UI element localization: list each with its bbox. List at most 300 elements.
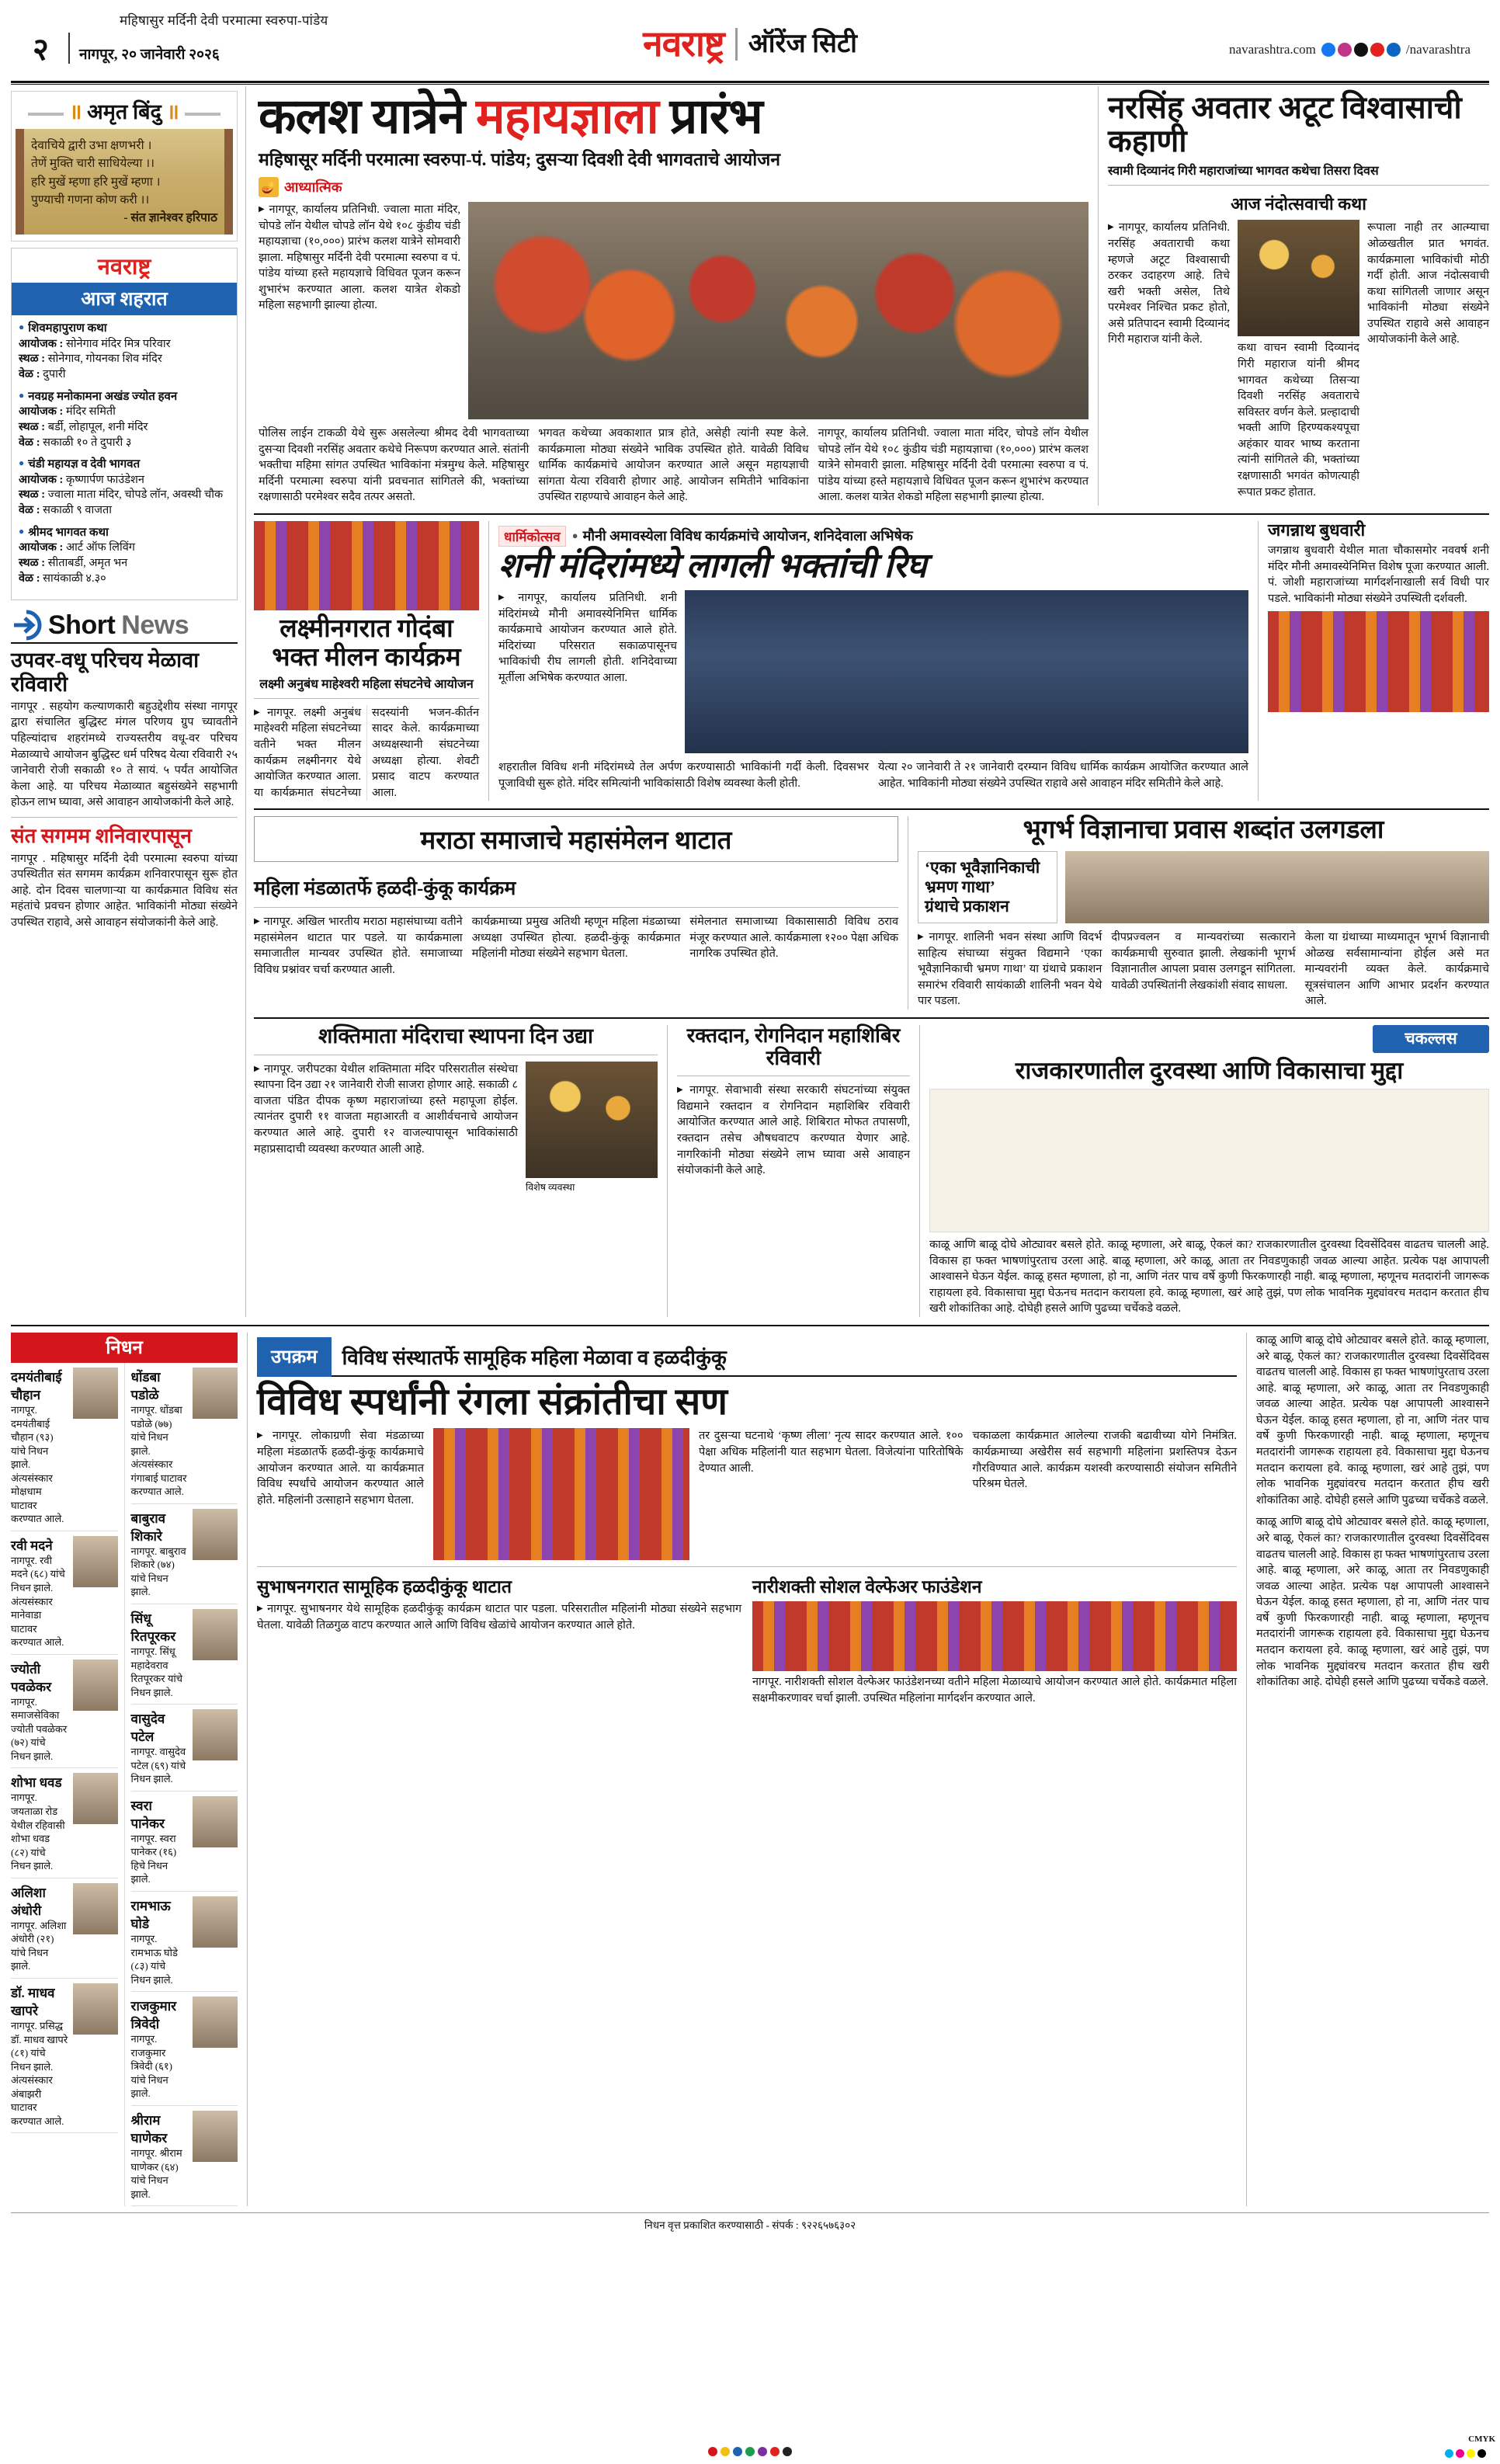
lead-tag: आध्यात्मिक xyxy=(284,179,342,195)
laxmi-subhead: लक्ष्मी अनुबंध माहेश्वरी महिला संघटनेचे आयोजन xyxy=(259,677,474,691)
event-organizer: सोनेगाव मंदिर मित्र परिवार xyxy=(65,337,171,350)
dot-blue xyxy=(733,2447,742,2456)
upkram-paragraph: ▶ नागपूर. लोकाग्रणी सेवा मंडळाच्या महिला मंडळातर्फे हळदी-कुंकू कार्यक्रमाचे आयोजन करण्यात आले. या कार्यक्रमात विविध स्पर्धांचे आयोजन करण्यात आले होते. महिलांनी उत्साहाने सहभाग घेतला. xyxy=(257,1428,424,1560)
upkram-paragraph: चकाळला कार्यक्रमात आलेल्या राजकी बढावीच्या योगे निमंत्रित. कार्यक्रमाच्या अखेरीस सर्व सहभागी महिलांना प्रशस्तिपत्र देऊन गौरविण्यात आले. कार्यक्रम यशस्वी करण्यासाठी संयोजन समितीने परिश्रम घेतले. xyxy=(972,1430,1237,1491)
nidhan-column xyxy=(11,1333,238,2206)
nidhan-name: धोंडबा पडोळे xyxy=(130,1370,161,1402)
nidhan-col-1 xyxy=(11,1363,118,2206)
short-news-label-1: Short xyxy=(48,610,116,640)
upkram-sub-right xyxy=(752,1573,1237,1706)
nidhan-name: स्वरा पानेकर xyxy=(130,1798,165,1831)
nidhan-name: शोभा धवड xyxy=(11,1775,62,1791)
chakallas-headline[interactable]: राजकारणातील दुरवस्था आणि विकासाचा मुद्दा xyxy=(1015,1057,1404,1085)
nidhan-portrait xyxy=(193,1709,238,1760)
lead-story xyxy=(254,86,1089,506)
verse-line: हरि मुखें म्हणा हरि मुखें म्हणा । xyxy=(31,175,161,189)
section-divider xyxy=(254,513,1489,515)
short-news-rule xyxy=(11,642,238,644)
nidhan-item xyxy=(131,1892,238,1992)
nidhan-item xyxy=(131,2106,238,2206)
dot-yellow xyxy=(720,2447,730,2456)
lead-photo xyxy=(468,202,1089,419)
divider xyxy=(254,907,898,908)
nidhan-text xyxy=(11,1983,68,2128)
amrut-bindu-label: अमृत बिंदु xyxy=(87,100,161,123)
column-rule xyxy=(488,521,489,801)
lamp-icon: 🪔 xyxy=(259,177,279,197)
cyan-mark xyxy=(1445,2449,1453,2458)
dot-red xyxy=(708,2447,717,2456)
chakallas-story xyxy=(929,1025,1489,1317)
aaj-shaharat-box xyxy=(11,248,238,600)
event-organizer-row xyxy=(19,405,230,420)
nidhan-portrait xyxy=(73,1883,118,1934)
lead-paragraph: नागपूर, कार्यालय प्रतिनिधी. ज्वाला माता मंदिर, चोपडे लॉन येथील चोपडे लॉन येथे १०८ कुंडीय चंडी महायज्ञाचा (१०,०००) प्रारंभ कलश यात्रेने सोमवारी झाला. महिषासुर मर्दिनी देवी परमात्मा स्वरुपा व पं. पांडेय यांच्या हस्ते महायज्ञाचे विधिवत पूजन करून शुभारंभ करण्यात आला. कलश यात्रेत शेकडो महिला सहभागी झाल्या होत्या. xyxy=(818,427,1089,504)
upkram-sub-left xyxy=(257,1573,741,1706)
lead-body-row xyxy=(259,202,1089,419)
bhugarbh-photo xyxy=(1065,851,1489,924)
lead-paragraph: भगवत कथेच्या अवकाशात प्रात्र होते, असेही त्यांनी स्पष्ट केले. कार्यक्रमाला मोठ्या संख्येने भाविक उपस्थित होते. यावेळी विविध धार्मिक कार्यक्रमांचे आयोजन करण्यात आले असून महायज्ञाची सांगता येत्या रविवारी होणार आहे. आयोजन समितीने भाविकांना उपस्थित राहण्याचे आवाहन केले आहे. xyxy=(538,427,809,504)
event-item xyxy=(19,457,230,519)
upkram-photo xyxy=(433,1428,689,1560)
column-rule xyxy=(919,1025,920,1317)
event-title: ● शिवमहापुराण कथा xyxy=(19,321,230,336)
brand-block xyxy=(643,26,857,62)
amrut-bindu-box xyxy=(11,91,238,242)
nidhan-text xyxy=(131,1368,189,1499)
nidhan-col-2 xyxy=(124,1363,238,2206)
nidhan-text xyxy=(131,1796,189,1886)
event-item xyxy=(19,525,230,587)
nidhan-detail: नागपूर. राजकुमार त्रिवेदी (६१) यांचे निधन झाले. xyxy=(130,2033,172,2100)
divider xyxy=(1108,185,1489,186)
place-label: स्थळ : xyxy=(19,420,46,433)
magenta-mark xyxy=(1456,2449,1464,2458)
shani-body-row xyxy=(498,590,1248,753)
lead-continuation xyxy=(259,426,1089,506)
shani-paragraph: शहरातील विविध शनी मंदिरांमध्ये तेल अर्पण करण्यासाठी भाविकांनी गर्दी केली. दिवसभर पूजाविधी सुरू होते. मंदिर समित्यांनी भाविकांसाठी विशेष व्यवस्था केली होती. xyxy=(498,761,869,790)
shani-row xyxy=(254,521,1489,801)
amrut-bindu-title xyxy=(16,96,233,125)
event-title: ● श्रीमद भागवत कथा xyxy=(19,525,230,540)
section-divider xyxy=(254,808,1489,810)
divider xyxy=(254,698,479,699)
column-rule xyxy=(1246,1333,1247,2206)
event-time: सकाळी १० ते दुपारी ३ xyxy=(43,436,132,449)
bottom-band xyxy=(11,1333,1489,2206)
event-item xyxy=(19,389,230,451)
column-rule xyxy=(245,86,246,1317)
bhugarbh-body-row xyxy=(918,930,1489,1010)
right-lead-paragraph: ▶ नागपूर, कार्यालय प्रतिनिधी. नरसिंह अवताराची कथा म्हणजे अटूट विश्वासाची ठरकर उदाहरण आहे. तिचे खरी भक्ती असेल, तिथे परमेश्वर निश्चित प्रकट होतो, असे प्रतिपादन स्वामी दिव्यानंद गिरी महाराज यांनी केले. xyxy=(1108,220,1230,500)
nidhan-item xyxy=(131,1363,238,1504)
event-organizer: आर्ट ऑफ लिविंग xyxy=(65,541,135,554)
event-place-row xyxy=(19,556,230,572)
nidhan-portrait xyxy=(193,1896,238,1948)
nidhan-name: रामभाऊ घोडे xyxy=(130,1899,171,1932)
nidhan-portrait xyxy=(193,1509,238,1560)
nidhan-name: अलिशा अंधोरी xyxy=(11,1885,46,1918)
nidhan-detail: नागपूर. जयताळा रोड येथील रहिवासी शोभा धवड (८२) यांचे निधन झाले. xyxy=(11,1792,65,1872)
shani-kicker-tag: धार्मिकोत्सव xyxy=(498,526,566,547)
nidhan-detail: नागपूर. अलिशा अंधोरी (२१) यांचे निधन झाले. xyxy=(11,1919,67,1972)
jagannath-photo xyxy=(1268,611,1489,712)
right-lead-story xyxy=(1108,86,1489,506)
upkram-badge: उपक्रम xyxy=(257,1337,332,1377)
verse-signature: - संत ज्ञानेश्वर हरिपाठ xyxy=(123,211,217,224)
maratha-subheadline[interactable]: महिला मंडळातर्फे हळदी-कुंकू कार्यक्रम xyxy=(254,878,516,900)
yellow-mark xyxy=(1467,2449,1475,2458)
nidhan-text xyxy=(11,1368,68,1526)
masthead-right xyxy=(1229,42,1470,57)
place-label: स्थळ : xyxy=(19,353,46,366)
dot-green xyxy=(745,2447,755,2456)
bhugarbh-story xyxy=(918,816,1489,1010)
column-rule xyxy=(1258,521,1259,801)
left-column xyxy=(11,86,238,1317)
event-time-row xyxy=(19,436,230,451)
shani-continuation xyxy=(498,759,1248,791)
shaktimata-headline[interactable]: शक्तिमाता मंदिराचा स्थापना दिन उद्या xyxy=(318,1024,594,1048)
upkram-header xyxy=(257,1337,1237,1377)
main-grid xyxy=(11,86,1489,1317)
event-place: सोनेगाव, गोयनका शिव मंदिर xyxy=(47,353,162,366)
chakallas-cartoon xyxy=(929,1089,1489,1232)
youtube-icon[interactable] xyxy=(1370,43,1384,57)
nidhan-item xyxy=(131,1504,238,1604)
nidhan-item xyxy=(131,1705,238,1792)
right-lead-body xyxy=(1108,220,1489,500)
maratha-paragraph: कार्यक्रमाच्या प्रमुख अतिथी म्हणून महिला मंडळाच्या अध्यक्षा उपस्थित होत्या. हळदी-कुंकू कार्यक्रमात महिलांनी मोठ्या संख्येने सहभाग घेतला. xyxy=(471,916,681,961)
nidhan-text xyxy=(11,1883,68,1973)
upkram-paragraph: तर दुसऱ्या घटनाथे ‘कृष्ण लीला’ नृत्य सादर करण्यात आले. १०० पेक्षा अधिक महिलांनी यात सहभाग घेतला. विजेत्यांना पारितोषिके देण्यात आली. xyxy=(699,1430,964,1475)
nidhan-name: बाबुराव शिकारे xyxy=(130,1510,166,1544)
bhugarbh-paragraph: दीपप्रज्वलन व मान्यवरांच्या सत्काराने कार्यक्रमाची सुरुवात झाली. लेखकांनी भूगर्भ विज्ञानातील आपला प्रवास उलगडून सांगितला. यावेळी उपस्थितांनी लेखकांशी संवाद साधला. xyxy=(1111,931,1296,992)
shaktimata-photo-wrap xyxy=(526,1062,658,1194)
shaktimata-body: ▶ नागपूर. जरीपटका येथील शक्तिमाता मंदिर परिसरातील संस्थेचा स्थापना दिन उद्या २१ जानेवारी रोजी साजरा होणार आहे. सकाळी ८ वाजता पंडित दीपक कृष्ण महाराजांच्या हस्ते महापूजा होईल. त्यानंतर दुपारी ११ वाजता महाआरती व आशीर्वचनाचे आयोजन करण्यात आले आहे. दुपारी १२ वाजल्यापासून भाविकांसाठी महाप्रसादाची व्यवस्था करण्यात आली आहे. xyxy=(254,1062,518,1194)
right-lead-photo xyxy=(1238,220,1359,336)
upkram-sub-photo xyxy=(752,1601,1237,1671)
dateline: नागपूर, २० जानेवारी २०२६ xyxy=(79,47,220,63)
nidhan-detail: नागपूर. वासुदेव पटेल (६९) यांचे निधन झाले. xyxy=(130,1746,186,1785)
laxmi-photo xyxy=(254,521,479,610)
arrow-circle-icon xyxy=(11,610,42,641)
nidhan-portrait xyxy=(73,1773,118,1824)
lead-tag-row xyxy=(259,177,1089,197)
book-title-line-3: ग्रंथाचे प्रकाशन xyxy=(925,896,1009,916)
bhugarbh-headline[interactable]: भूगर्भ विज्ञानाचा प्रवास शब्दांत उलगडला xyxy=(1023,816,1384,845)
nidhan-name: दमयंतीबाई चौहान xyxy=(11,1370,62,1402)
jagannath-story xyxy=(1268,521,1489,801)
upkram-sub-right-headline[interactable]: नारीशक्ती सोशल वेल्फेअर फाउंडेशन xyxy=(752,1577,982,1597)
edition-name: ऑरेंज सिटी xyxy=(748,30,857,58)
nidhan-item xyxy=(131,1792,238,1892)
event-place: सीताबर्डी, अमृत भन xyxy=(47,557,128,569)
section-divider xyxy=(254,1017,1489,1019)
nidhan-name: सिंधू रितपूरकर xyxy=(130,1611,176,1645)
shani-story xyxy=(498,521,1248,801)
divider xyxy=(11,817,238,818)
nidhan-portrait xyxy=(73,1536,118,1587)
social-handle[interactable]: /navarashtra xyxy=(1405,42,1470,57)
verse-line: देवाचिये द्वारी उभा क्षणभरी । xyxy=(31,139,152,152)
shani-headline[interactable]: शनी मंदिरांमध्ये लागली भक्तांची रिघ xyxy=(498,546,927,585)
nidhan-name: वासुदेव पटेल xyxy=(130,1712,165,1745)
lead-paragraph: ▶ नागपूर, कार्यालय प्रतिनिधी. ज्वाला माता मंदिर, चोपडे लॉन येथील चोपडे लॉन येथे १०८ कुंडीय चंडी महायज्ञाचा (१०,०००) प्रारंभ कलश यात्रेने सोमवारी झाला. महिषासुर मर्दिनी देवी परमात्मा स्वरुपा व पं. पांडेय यांच्या हस्ते महायज्ञाचे विधिवत पूजन करून शुभारंभ करण्यात आला. कलश यात्रेत शेकडो महिला सहभागी झाल्या होत्या. xyxy=(259,202,460,314)
right-lead-paragraph: रूपाला नाही तर आत्म्याचा ओळखतील प्रात भगवंत. कार्यक्रमाला भाविकांची मोठी गर्दी होती. आज नंदोत्सवाची कथा सांगितली जाणार असून भाविकांनी मोठ्या संख्येने उपस्थित राहावे असे आवाहन आयोजकांनी केले आहे. xyxy=(1367,221,1489,346)
event-organizer-row xyxy=(19,540,230,556)
short-news-headline[interactable]: संत सगमम शनिवारपासून xyxy=(11,824,192,847)
event-time-row xyxy=(19,503,230,519)
organizer-label: आयोजक : xyxy=(19,541,64,554)
cmyk-registration-marks xyxy=(1445,2449,1486,2458)
chakallas-continued xyxy=(1256,1333,1489,2206)
upkram-sub-left-body: ▶ नागपूर. सुभाषनगर येथे सामूहिक हळदीकुंकू कार्यक्रम थाटात पार पडला. परिसरातील महिलांनी मोठ्या संख्येने सहभाग घेतला. यावेळी तिळगुळ वाटप करण्यात आले आणि विविध खेळांचे आयोजन करण्यात आले होते. xyxy=(257,1601,741,1633)
shaktimata-story xyxy=(254,1025,658,1317)
short-news-body: नागपूर . महिषासुर मर्दिनी देवी परमात्मा स्वरुपा यांच्या उपस्थितीत संत सगमम कार्यक्रम शनिवारपासून सुरू होत आहे. दोन दिवस चालणाऱ्या या कार्यक्रमात विविध संत महंतांचे प्रवचन होणार आहेत. भाविकांनी मोठ्या संख्येने उपस्थित राहावे, असे आवाहन संयोजकांनी केले आहे. xyxy=(11,852,238,929)
column-rule xyxy=(1098,86,1099,506)
event-place-row xyxy=(19,420,230,436)
nidhan-detail: नागपूर. रवी मदने (६८) यांचे निधन झाले. अंत्यसंस्कार मानेवाडा घाटावर करण्यात आले. xyxy=(11,1554,65,1649)
event-time: सकाळी ९ वाजता xyxy=(43,504,113,517)
time-label: वेळ : xyxy=(19,368,40,381)
nidhan-portrait xyxy=(193,1368,238,1419)
column-rule xyxy=(667,1025,668,1317)
organizer-label: आयोजक : xyxy=(19,405,64,419)
event-organizer-row xyxy=(19,337,230,353)
shani-photo xyxy=(685,590,1248,753)
time-label: वेळ : xyxy=(19,504,40,517)
short-news-headline[interactable]: उपवर-वधू परिचय मेळावा रविवारी xyxy=(11,648,200,696)
nidhan-portrait xyxy=(193,1796,238,1847)
nidhan-detail: नागपूर. सिंधू महादेवराव रितपूरकर यांचे निधन झाले. xyxy=(130,1646,183,1698)
raktdan-body: ▶ नागपूर. सेवाभावी संस्था सरकारी संघटनांच्या संयुक्त विद्यमाने रक्तदान व रोगनिदान महाशिबिर रविवारी आयोजित करण्यात आले आहे. शिबिरात मोफत तपासणी, रक्तदान तसेच औषधवाटप करण्यात येणार आहे. नागरिकांनी मोठ्या संख्येने लाभ घ्यावा असे आवाहन संयोजकांनी केले आहे. xyxy=(677,1083,910,1178)
event-time-row xyxy=(19,572,230,587)
nidhan-name: ज्योती पवळेकर xyxy=(11,1661,52,1694)
event-place: ज्वाला माता मंदिर, चोपडे लॉन, अवस्थी चौक xyxy=(47,488,224,502)
page-number: २ xyxy=(33,32,49,67)
aaj-shaharat-header: आज शहरात xyxy=(12,283,237,315)
raktdan-story xyxy=(677,1025,910,1317)
laxmi-headline[interactable]: लक्ष्मीनगरात गोदंबा भक्त मीलन कार्यक्रम xyxy=(272,614,461,672)
nidhan-name: राजकुमार त्रिवेदी xyxy=(130,1999,177,2032)
maratha-bhugarbh-row xyxy=(254,816,1489,1010)
maratha-paragraph: ▶ नागपूर. अखिल भारतीय मराठा महासंघाच्या वतीने महासंमेलन थाटात पार पडले. या कार्यक्रमाला समाजातील मान्यवर उपस्थित होते. समाजाच्या विविध प्रश्नांवर चर्चा करण्यात आली. xyxy=(254,914,463,978)
upkram-headline[interactable]: विविध स्पर्धांनी रंगला संक्रांतीचा सण xyxy=(257,1381,727,1423)
right-lead-col-2 xyxy=(1238,220,1359,500)
shani-kicker xyxy=(498,526,1248,547)
bhugarbh-paragraph: ▶ नागपूर. शालिनी भवन संस्था आणि विदर्भ साहित्य संघाच्या संयुक्त विद्यमाने ‘एका भूवैज्ञानिकाची भ्रमण गाथा’ या ग्रंथाचे प्रकाशन समारंभ रविवारी सायंकाळी शालिनी भवन येथे पार पडला. xyxy=(918,930,1102,1010)
brand-logo: नवराष्ट्र xyxy=(643,24,724,64)
short-news-item xyxy=(11,648,238,811)
center-right-column xyxy=(254,86,1489,1317)
nidhan-detail: नागपूर. प्रसिद्ध डॉ. माधव खापरे (८१) यांचे निधन झाले. अंत्यसंस्कार अंबाझरी घाटावर करण्यात आले. xyxy=(11,2019,68,2127)
right-lead-headline[interactable]: नरसिंह अवतार अटूट विश्वासाची कहाणी xyxy=(1108,90,1462,159)
event-organizer-row xyxy=(19,473,230,488)
black-mark xyxy=(1477,2449,1486,2458)
lead-subhead: महिषासूर मर्दिनी परमात्मा स्वरुपा-पं. पांडेय; दुसऱ्या दिवशी देवी भागवताचे आयोजन xyxy=(259,150,781,169)
verse-line: तेणें मुक्ति चारी साधियेल्या ।। xyxy=(31,157,155,171)
event-place: बर्डी, लोहापूल, शनी मंदिर xyxy=(47,420,148,433)
dot-red-2 xyxy=(770,2447,780,2456)
jagannath-body: जगन्नाथ बुधवारी येथील माता चौकासमोर नववर्ष शनी मंदिर मौनी अमावस्येनिमित्त विशेष पूजा करण्यात आली. पं. जोशी महाराजांच्या मार्गदर्शनाखाली सर्व विधी पार पडले. भाविकांनी मोठ्या संख्येने उपस्थिती दर्शवली. xyxy=(1268,544,1489,605)
book-title-line-1: ‘एका भूवैज्ञानिकाची xyxy=(925,857,1040,877)
masthead-rule xyxy=(11,81,1489,85)
event-place-row xyxy=(19,352,230,367)
lead-paragraph: पोलिस लाईन टाकळी येथे सुरू असलेल्या श्रीमद देवी भागवताच्या दुसऱ्या दिवशी नरसिंह अवतार कथेचे निरूपण करण्यात आले. संतांनी भक्तीचा महिमा सांगत उपस्थित भाविकांना मंत्रमुग्ध केले. महिषासुर मर्दिनी परमात्मा स्वरुपा यांनी प्रवचनात सांगितले की, भक्तांच्या रक्षणासाठी परमेश्वर सदैव तत्पर असतो. xyxy=(259,427,530,504)
nidhan-portrait xyxy=(73,1659,118,1711)
masthead xyxy=(11,0,1489,81)
maratha-paragraph: संमेलनात समाजाच्या विकासासाठी विविध ठराव मंजूर करण्यात आले. कार्यक्रमाला १२०० पेक्षा अधिक नागरिक उपस्थित होते. xyxy=(689,916,899,961)
nidhan-detail: नागपूर. स्वरा पानेकर (१६) हिचे निधन झाले. xyxy=(130,1832,177,1885)
bhugarbh-book-box xyxy=(918,851,1057,924)
verse-line: पुण्याची गणना कोण करी ।। xyxy=(31,193,150,207)
event-place-row xyxy=(19,488,230,503)
cmyk-label: CMYK xyxy=(1468,2434,1495,2444)
nidhan-text xyxy=(11,1659,68,1764)
dot-purple xyxy=(758,2447,767,2456)
nidhan-portrait xyxy=(73,1983,118,2035)
lead-photo-wrap xyxy=(468,202,1089,419)
nidhan-text xyxy=(131,1609,189,1699)
nidhan-portrait xyxy=(193,1997,238,2048)
section-divider xyxy=(11,1325,1489,1326)
shani-kicker-text: ● मौनी अमावस्येला विविध कार्यक्रमांचे आयोजन, शनिदेवाला अभिषेक xyxy=(572,527,913,545)
nidhan-detail: नागपूर. श्रीराम घाणेकर (६४) यांचे निधन झाले. xyxy=(130,2146,182,2200)
maratha-headline[interactable]: मराठा समाजाचे महासंमेलन थाटात xyxy=(254,816,898,862)
lead-headline-highlight: महायज्ञाला xyxy=(476,89,658,144)
title-rule-left xyxy=(28,113,64,116)
maratha-story xyxy=(254,816,898,1010)
nidhan-portrait xyxy=(73,1368,118,1419)
nidhan-name: डॉ. माधव खापरे xyxy=(11,1985,55,2018)
x-twitter-icon[interactable] xyxy=(1354,43,1368,57)
lead-headline[interactable] xyxy=(259,89,1089,144)
chakallas-body: काळू आणि बाळू दोघे ओट्यावर बसले होते. काळू म्हणाला, अरे बाळू, ऐकलं का? राजकारणातील दुरवस्था दिवसेंदिवस वाढतच चालली आहे. विकास हा फक्त भाषणांपुरताच उरला आहे. बाळू म्हणाला, अरे काळू, आता तर निवडणुकाही जवळ आल्या आहेत. प्रत्येक पक्ष आपापली आश्वासने घेऊन येईल. काळू हसत म्हणाला, हो ना, आणि नंतर पाच वर्षे कुणी फिरकणारही नाही. बाळू म्हणाला, म्हणूनच मतदारांनी जागरूक राहायला हवे. विकासाचा मुद्दा घेऊनच मतदान करायला हवे. काळू म्हणाला, खरं आहे तुझं, पण लोक भावनिक मुद्द्यांवरच मतदान करतात हीच खरी शोकांतिका आहे. दोघेही हसले आणि पुढच्या चर्चेकडे वळले. xyxy=(929,1239,1489,1315)
nidhan-name: श्रीराम घाणेकर xyxy=(130,2112,168,2146)
event-organizer: मंदिर समिती xyxy=(65,405,116,419)
lower-row xyxy=(254,1025,1489,1317)
lead-headline-part2: प्रारंभ xyxy=(658,89,762,144)
website-url[interactable]: navarashtra.com xyxy=(1229,42,1316,57)
nidhan-item xyxy=(11,1655,118,1769)
upkram-body-row xyxy=(257,1428,1237,1560)
nidhan-detail: नागपूर. बाबुराव शिकारे (७४) यांचे निधन झाले. xyxy=(130,1545,186,1598)
event-organizer: कृष्णार्पण फाउंडेशन xyxy=(65,473,144,486)
nidhan-text xyxy=(131,2111,189,2201)
bhugarbh-paragraph: केला या ग्रंथाच्या माध्यमातून भूगर्भ विज्ञानाची ओळख सर्वसामान्यांना होईल असे मत मान्यवरांनी व्यक्त केले. कार्यक्रमाचे सूत्रसंचालन आणि आभार प्रदर्शन करण्यात आले. xyxy=(1304,931,1489,1008)
nidhan-portrait xyxy=(193,1609,238,1660)
maratha-body-row xyxy=(254,914,898,978)
event-time: दुपारी xyxy=(43,368,66,381)
decorative-pipe-left: ॥ xyxy=(69,100,82,123)
nidhan-item xyxy=(11,1878,118,1979)
event-title: ● चंडी महायज्ञ व देवी भागवत xyxy=(19,457,230,472)
event-item xyxy=(19,321,230,383)
facebook-icon[interactable] xyxy=(1321,43,1335,57)
nidhan-name: रवी मदने xyxy=(11,1538,53,1553)
jagannath-headline[interactable]: जगन्नाथ बुधवारी xyxy=(1268,520,1366,540)
short-news-header xyxy=(11,610,238,641)
masthead-top-kicker: महिषासुर मर्दिनी देवी परमात्मा स्वरुपा-पांडेय xyxy=(120,13,328,28)
laxmi-body: ▶ नागपूर. लक्ष्मी अनुबंध माहेश्वरी महिला संघटनेच्या वतीने भक्त मीलन कार्यक्रम लक्ष्मीनगर येथे आयोजित करण्यात आला. या कार्यक्रमात संघटनेच्या सदस्यांनी भजन-कीर्तन सादर केले. कार्यक्रमाच्या अध्यक्षस्थानी संघटनेच्या अध्यक्षा होत्या. शेवटी प्रसाद वाटप करण्यात आला. xyxy=(254,705,479,801)
nidhan-columns xyxy=(11,1363,238,2206)
event-time: सायंकाळी ४.३० xyxy=(43,572,106,585)
nidhan-detail: नागपूर. समाजसेविका ज्योती पवळेकर (७२) यांचे निधन झाले. xyxy=(11,1695,68,1762)
nidhan-item xyxy=(11,1531,118,1655)
top-stories-row xyxy=(254,86,1489,506)
shani-paragraph: ▶ नागपूर, कार्यालय प्रतिनिधी. शनी मंदिरांमध्ये मौनी अमावस्येनिमित्त धार्मिक कार्यक्रमाचे आयोजन करण्यात आले होते. मंदिरांच्या परिसरात सकाळपासूनच भाविकांची रीघ लागली होती. शनिदेवाच्या मूर्तीला अभिषेक करण्यात आला. xyxy=(498,590,677,753)
nidhan-detail: नागपूर. दमयंतीबाई चौहान (९३) यांचे निधन झाले. अंत्यसंस्कार मोक्षधाम घाटावर करण्यात आले. xyxy=(11,1404,64,1525)
lead-headline-part1: कलश यात्रेने xyxy=(259,89,477,144)
nidhan-text xyxy=(11,1536,68,1649)
event-title: ● नवग्रह मनोकामना अखंड ज्योत हवन xyxy=(19,389,230,405)
instagram-icon[interactable] xyxy=(1338,43,1352,57)
raktdan-headline[interactable]: रक्तदान, रोगनिदान महाशिबिर रविवारी xyxy=(686,1024,901,1069)
upkram-sub-right-body: नागपूर. नारीशक्ती सोशल वेल्फेअर फाउंडेशनच्या वतीने महिला मेळाव्याचे आयोजन करण्यात आले होते. कार्यक्रमात महिला सक्षमीकरणावर चर्चा झाली. उपस्थित महिलांना मार्गदर्शन करण्यात आले. xyxy=(752,1676,1237,1705)
linkedin-icon[interactable] xyxy=(1387,43,1401,57)
nidhan-text xyxy=(131,1896,189,1986)
upkram-sub-left-headline[interactable]: सुभाषनगरात सामूहिक हळदीकुंकू थाटात xyxy=(257,1577,512,1597)
social-icons[interactable] xyxy=(1321,43,1401,57)
upkram-story xyxy=(257,1333,1237,2206)
nidhan-item xyxy=(11,1768,118,1878)
short-news-item xyxy=(11,825,238,930)
upkram-strap: विविध संस्थातर्फे सामूहिक महिला मेळावा व हळदीकुंकू xyxy=(332,1337,1237,1377)
place-label: स्थळ : xyxy=(19,557,46,569)
nidhan-text xyxy=(11,1773,68,1872)
bhugarbh-top-row xyxy=(918,851,1489,924)
shaktimata-body-row xyxy=(254,1062,658,1194)
upkram-photo-wrap xyxy=(433,1428,689,1560)
verse-scroll xyxy=(16,129,233,235)
time-label: वेळ : xyxy=(19,572,40,585)
organizer-label: आयोजक : xyxy=(19,337,64,350)
nidhan-item xyxy=(131,1992,238,2106)
nidhan-item xyxy=(11,1979,118,2133)
decorative-pipe-right: ॥ xyxy=(166,100,179,123)
nidhan-portrait xyxy=(193,2111,238,2162)
dot-black xyxy=(783,2447,792,2456)
shaktimata-caption: विशेष व्यवस्था xyxy=(526,1181,575,1193)
nidhan-text xyxy=(131,1997,189,2101)
shani-paragraph: येत्या २० जानेवारी ते २१ जानेवारी दरम्यान विविध धार्मिक कार्यक्रम आयोजित करण्यात आले आहेत. भाविकांनी मोठ्या संख्येने उपस्थित राहावे असे आवाहन मंदिर समितीने केले आहे. xyxy=(878,761,1248,790)
aaj-shaharat-brand: नवराष्ट्र xyxy=(97,255,151,280)
title-rule-right xyxy=(185,113,220,116)
right-lead-subhead: स्वामी दिव्यानंद गिरी महाराजांच्या भागवत कथेचा तिसरा दिवस xyxy=(1108,165,1379,179)
footer-note: निधन वृत्त प्रकाशित करण्यासाठी - संपर्क : ९२२६५७६३०२ xyxy=(11,2212,1489,2233)
shani-photo-wrap xyxy=(685,590,1248,753)
nidhan-text xyxy=(131,1709,189,1786)
book-title-line-2: भ्रमण गाथा’ xyxy=(925,877,995,896)
upkram-subrow xyxy=(257,1573,1237,1706)
aaj-shaharat-list xyxy=(12,315,237,599)
nidhan-header: निधन xyxy=(11,1333,238,1363)
nidhan-item xyxy=(11,1363,118,1531)
place-label: स्थळ : xyxy=(19,488,46,502)
masthead-divider xyxy=(68,33,70,64)
nidhan-text xyxy=(131,1509,189,1599)
column-rule xyxy=(247,1333,248,2206)
time-label: वेळ : xyxy=(19,436,40,449)
chakallas-continued-body-2: काळू आणि बाळू दोघे ओट्यावर बसले होते. काळू म्हणाला, अरे बाळू, ऐकलं का? राजकारणातील दुरवस्था दिवसेंदिवस वाढतच चालली आहे. विकास हा फक्त भाषणांपुरताच उरला आहे. बाळू म्हणाला, अरे काळू, आता तर निवडणुकाही जवळ आल्या आहेत. प्रत्येक पक्ष आपापली आश्वासने घेऊन येईल. काळू हसत म्हणाला, हो ना, आणि नंतर पाच वर्षे कुणी फिरकणारही नाही. बाळू म्हणाला, म्हणूनच मतदारांनी जागरूक राहायला हवे. विकासाचा मुद्दा घेऊनच मतदान करायला हवे. काळू म्हणाला, खरं आहे तुझं, पण लोक भावनिक मुद्द्यांवरच मतदान करतात हीच खरी शोकांतिका आहे. दोघेही हसले आणि पुढच्या चर्चेकडे वळले. xyxy=(1256,1516,1489,1689)
divider xyxy=(257,1566,1237,1567)
laxmi-story xyxy=(254,521,479,801)
nidhan-item xyxy=(131,1604,238,1705)
nidhan-detail: नागपूर. रामभाऊ घोडे (८३) यांचे निधन झाले. xyxy=(130,1933,178,1986)
color-dot-strip xyxy=(708,2447,792,2456)
chakallas-badge: चकल्लस xyxy=(1373,1025,1489,1053)
